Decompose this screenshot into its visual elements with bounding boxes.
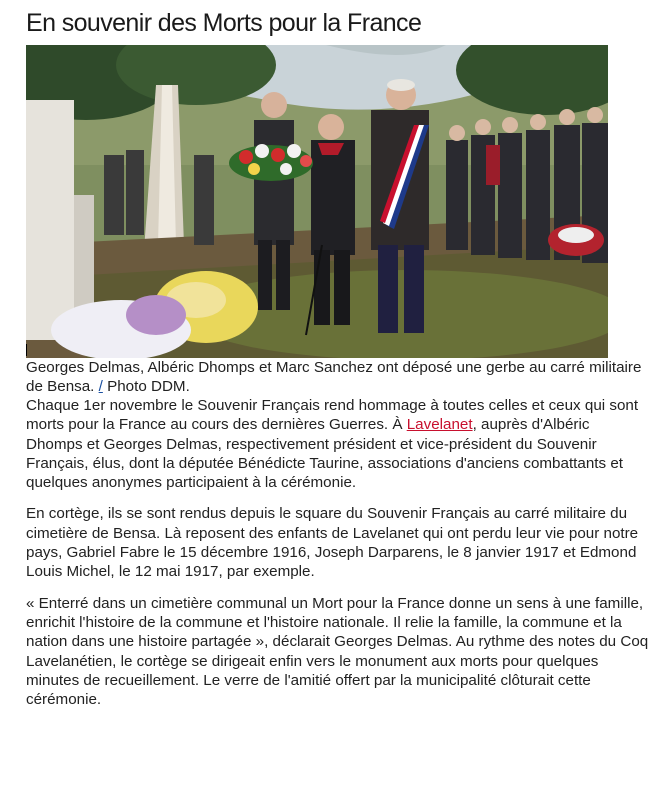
text-cursor: [26, 344, 27, 356]
photo-caption: [26, 358, 650, 396]
paragraph-1: [26, 396, 650, 492]
photo-credit: Photo DDM.: [102, 378, 190, 395]
lavelanet-link[interactable]: Lavelanet: [406, 416, 473, 434]
caption-link[interactable]: /: [98, 378, 103, 395]
article-title: En souvenir des Morts pour la France: [26, 9, 422, 37]
paragraph-3: « Enterré dans un cimetière communal un Mort pour la France donne un sens à une famille, enrichit l'histoire de la commune et l'histoire nationale. Il relie la famille, la commune et la nation dans une histoire partagée », déclarait Georges Delmas. Au rythme des notes du Coq Lavelanétien, le cortège se dirigeait enfin vers le monument aux morts pour quelques minutes de recueillement. Le verre de l'amitié offert par la municipalité clôturait cette cérémonie.: [26, 594, 649, 709]
caption-text: Georges Delmas, Albéric Dhomps et Marc Sanchez ont déposé une gerbe au carré militaire de Bensa.: [26, 359, 642, 395]
photo-illustration: [26, 45, 608, 358]
paragraph-2: En cortège, ils se sont rendus depuis le square du Souvenir Français au carré militaire du cimetière de Bensa. Là reposent des enfants de Lavelanet qui ont perdu leur vie pour notre pays, Gabriel Fabre le 15 décembre 1916, Joseph Darparens, le 8 janvier 1917 et Edmond Louis Michel, le 12 mai 1917, par exemple.: [26, 505, 639, 581]
article-photo[interactable]: [26, 45, 608, 358]
paragraph-1-start: Chaque 1er novembre le Souvenir Français rend hommage à toutes celles et ceux qui sont morts pour la France au cours des dernières Guerres. À: [26, 397, 639, 434]
paragraph-1-end: , auprès d'Albéric Dhomps et Georges Delmas, respectivement président et vice-président du Souvenir Français, élus, dont la députée Bénédicte Taurine, associations d'anciens combattants et quelques anonymes participaient à la cérémonie.: [26, 416, 623, 492]
article: [26, 0, 650, 721]
